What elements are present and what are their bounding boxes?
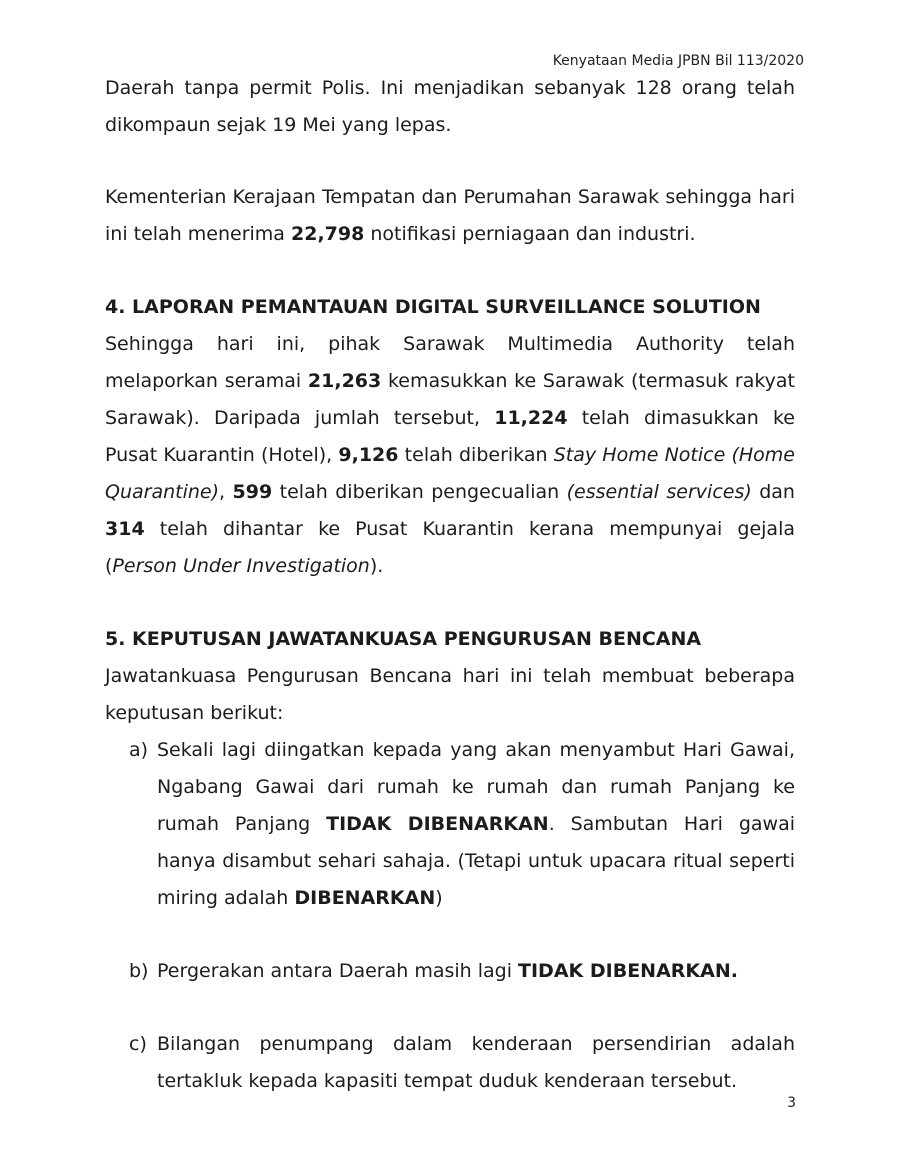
emphasis: TIDAK DIBENARKAN <box>326 813 549 835</box>
text: Sehingga hari ini, pihak Sarawak Multimedia Authority telah melaporkan seramai <box>105 333 795 392</box>
text: ) <box>435 887 443 909</box>
italic-term: Person Under Investigation <box>112 555 370 577</box>
text: dan <box>751 481 795 503</box>
text: telah dimasukkan ke Pusat Kuarantin (Hotel), <box>105 407 795 466</box>
text: , <box>219 481 233 503</box>
italic-term: Stay Home Notice (Home Quarantine) <box>105 444 795 503</box>
pui-count: 314 <box>105 518 145 540</box>
list-marker: b) <box>129 960 149 982</box>
intro-paragraph-1: Daerah tanpa permit Polis. Ini menjadikan sebanyak 128 orang telah dikompaun sejak 19 Mei yang lepas. <box>105 77 795 136</box>
page-number: 3 <box>787 1095 796 1111</box>
text: Bilangan penumpang dalam kenderaan persendirian adalah tertakluk kepada kapasiti tempat duduk kenderaan tersebut. <box>157 1033 795 1092</box>
hotel-quarantine-count: 11,224 <box>494 407 568 429</box>
section-4-heading: 4. LAPORAN PEMANTAUAN DIGITAL SURVEILLANCE SOLUTION <box>105 296 761 318</box>
text: . Sambutan Hari gawai hanya disambut sehari sahaja. (Tetapi untuk upacara ritual seperti miring adalah <box>157 813 795 909</box>
text: telah diberikan <box>398 444 554 466</box>
document-reference: Kenyataan Media JPBN Bil 113/2020 <box>552 53 804 69</box>
exemption-count: 599 <box>232 481 273 503</box>
text: Sekali lagi diingatkan kepada yang akan menyambut Hari Gawai, Ngabang Gawai dari rumah ke rumah dan rumah Panjang ke rumah Panjang <box>157 739 795 835</box>
page-body <box>105 70 795 1100</box>
italic-term: (essential services) <box>566 481 752 503</box>
list-marker: c) <box>129 1033 147 1055</box>
list-item-b <box>105 953 795 990</box>
section-5-intro: Jawatankuasa Pengurusan Bencana hari ini telah membuat beberapa keputusan berikut: <box>105 665 795 724</box>
notification-count: 22,798 <box>291 223 365 245</box>
text: kemasukkan ke Sarawak (termasuk rakyat Sarawak). Daripada jumlah tersebut, <box>105 370 795 429</box>
section-4-paragraph <box>105 326 795 585</box>
emphasis: TIDAK DIBENARKAN. <box>518 960 738 982</box>
text: ). <box>369 555 384 577</box>
home-quarantine-count: 9,126 <box>338 444 399 466</box>
intro-paragraph-2 <box>105 179 795 253</box>
text: Kementerian Kerajaan Tempatan dan Perumahan Sarawak sehingga hari ini telah menerima <box>105 186 795 245</box>
text: Pergerakan antara Daerah masih lagi <box>157 960 519 982</box>
text: telah diberikan pengecualian <box>272 481 567 503</box>
decision-list <box>105 732 795 1100</box>
entries-count: 21,263 <box>307 370 382 392</box>
text: notifikasi perniagaan dan industri. <box>364 223 696 245</box>
list-item-a <box>105 732 795 917</box>
list-item-c <box>105 1026 795 1100</box>
emphasis: DIBENARKAN <box>294 887 436 909</box>
section-5-heading: 5. KEPUTUSAN JAWATANKUASA PENGURUSAN BENCANA <box>105 628 702 650</box>
text: telah dihantar ke Pusat Kuarantin kerana mempunyai gejala ( <box>105 518 795 577</box>
list-marker: a) <box>129 739 149 761</box>
